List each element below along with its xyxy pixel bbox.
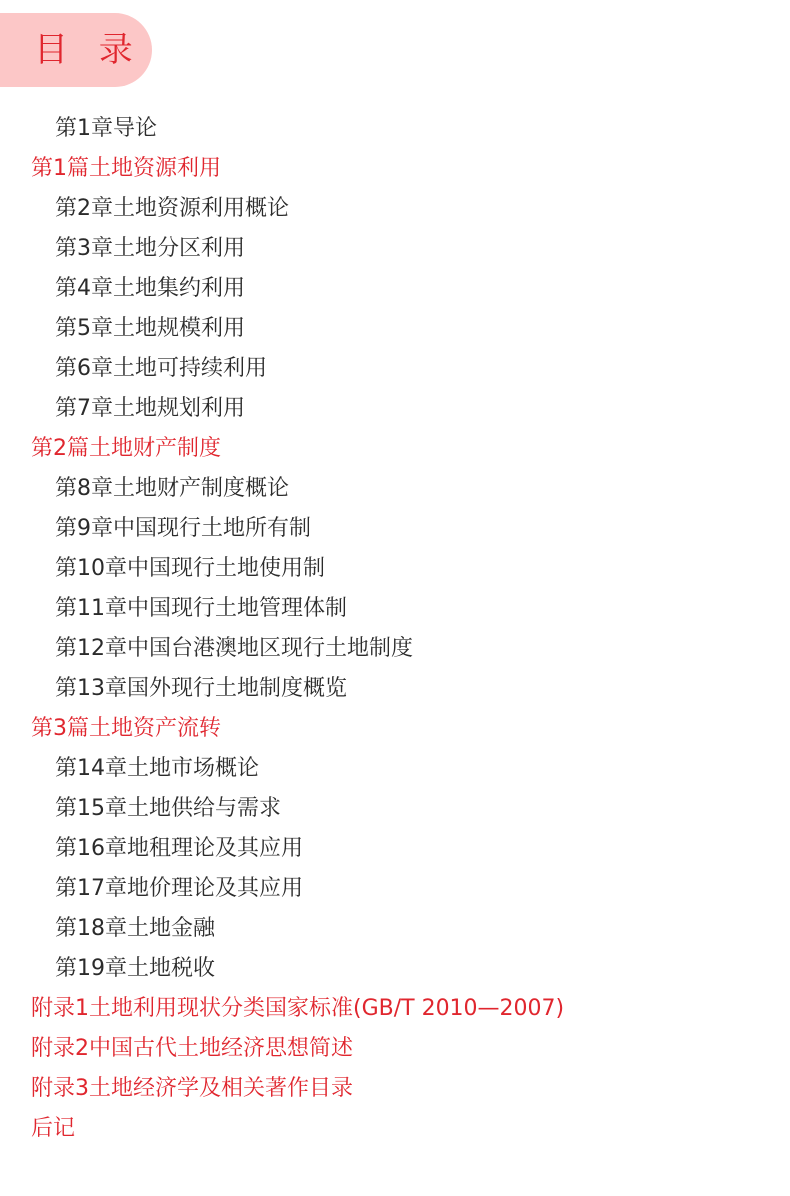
toc-chapter-item: 第3章土地分区利用 <box>55 236 245 261</box>
toc-chapter-item: 第19章土地税收 <box>55 956 215 981</box>
toc-part-heading: 第1篇土地资源利用 <box>31 156 221 181</box>
toc-chapter-item: 第2章土地资源利用概论 <box>55 196 289 221</box>
toc-chapter-item: 第10章中国现行土地使用制 <box>55 556 325 581</box>
toc-chapter-item: 第6章土地可持续利用 <box>55 356 267 381</box>
toc-chapter-item: 第9章中国现行土地所有制 <box>55 516 311 541</box>
toc-chapter-item: 第16章地租理论及其应用 <box>55 836 303 861</box>
page-title: 目 录 <box>34 30 143 70</box>
toc-chapter-item: 第8章土地财产制度概论 <box>55 476 289 501</box>
toc-title-tab <box>0 13 152 87</box>
toc-chapter-item: 第1章导论 <box>55 116 157 141</box>
toc-part-heading: 附录1土地利用现状分类国家标准(GB/T 2010—2007) <box>31 996 565 1021</box>
toc-chapter-item: 第5章土地规模利用 <box>55 316 245 341</box>
toc-part-heading: 第2篇土地财产制度 <box>31 436 221 461</box>
toc-chapter-item: 第17章地价理论及其应用 <box>55 876 303 901</box>
toc-part-heading: 附录3土地经济学及相关著作目录 <box>31 1076 353 1101</box>
toc-chapter-item: 第4章土地集约利用 <box>55 276 245 301</box>
table-of-contents <box>0 109 790 1149</box>
toc-chapter-item: 第13章国外现行土地制度概览 <box>55 676 347 701</box>
toc-part-heading: 第3篇土地资产流转 <box>31 716 221 741</box>
toc-chapter-item: 第18章土地金融 <box>55 916 215 941</box>
toc-chapter-item: 第7章土地规划利用 <box>55 396 245 421</box>
toc-chapter-item: 第11章中国现行土地管理体制 <box>55 596 347 621</box>
toc-part-heading: 附录2中国古代土地经济思想简述 <box>31 1036 353 1061</box>
toc-chapter-item: 第14章土地市场概论 <box>55 756 259 781</box>
toc-part-heading: 后记 <box>31 1116 76 1141</box>
toc-chapter-item: 第15章土地供给与需求 <box>55 796 281 821</box>
toc-chapter-item: 第12章中国台港澳地区现行土地制度 <box>55 636 413 661</box>
